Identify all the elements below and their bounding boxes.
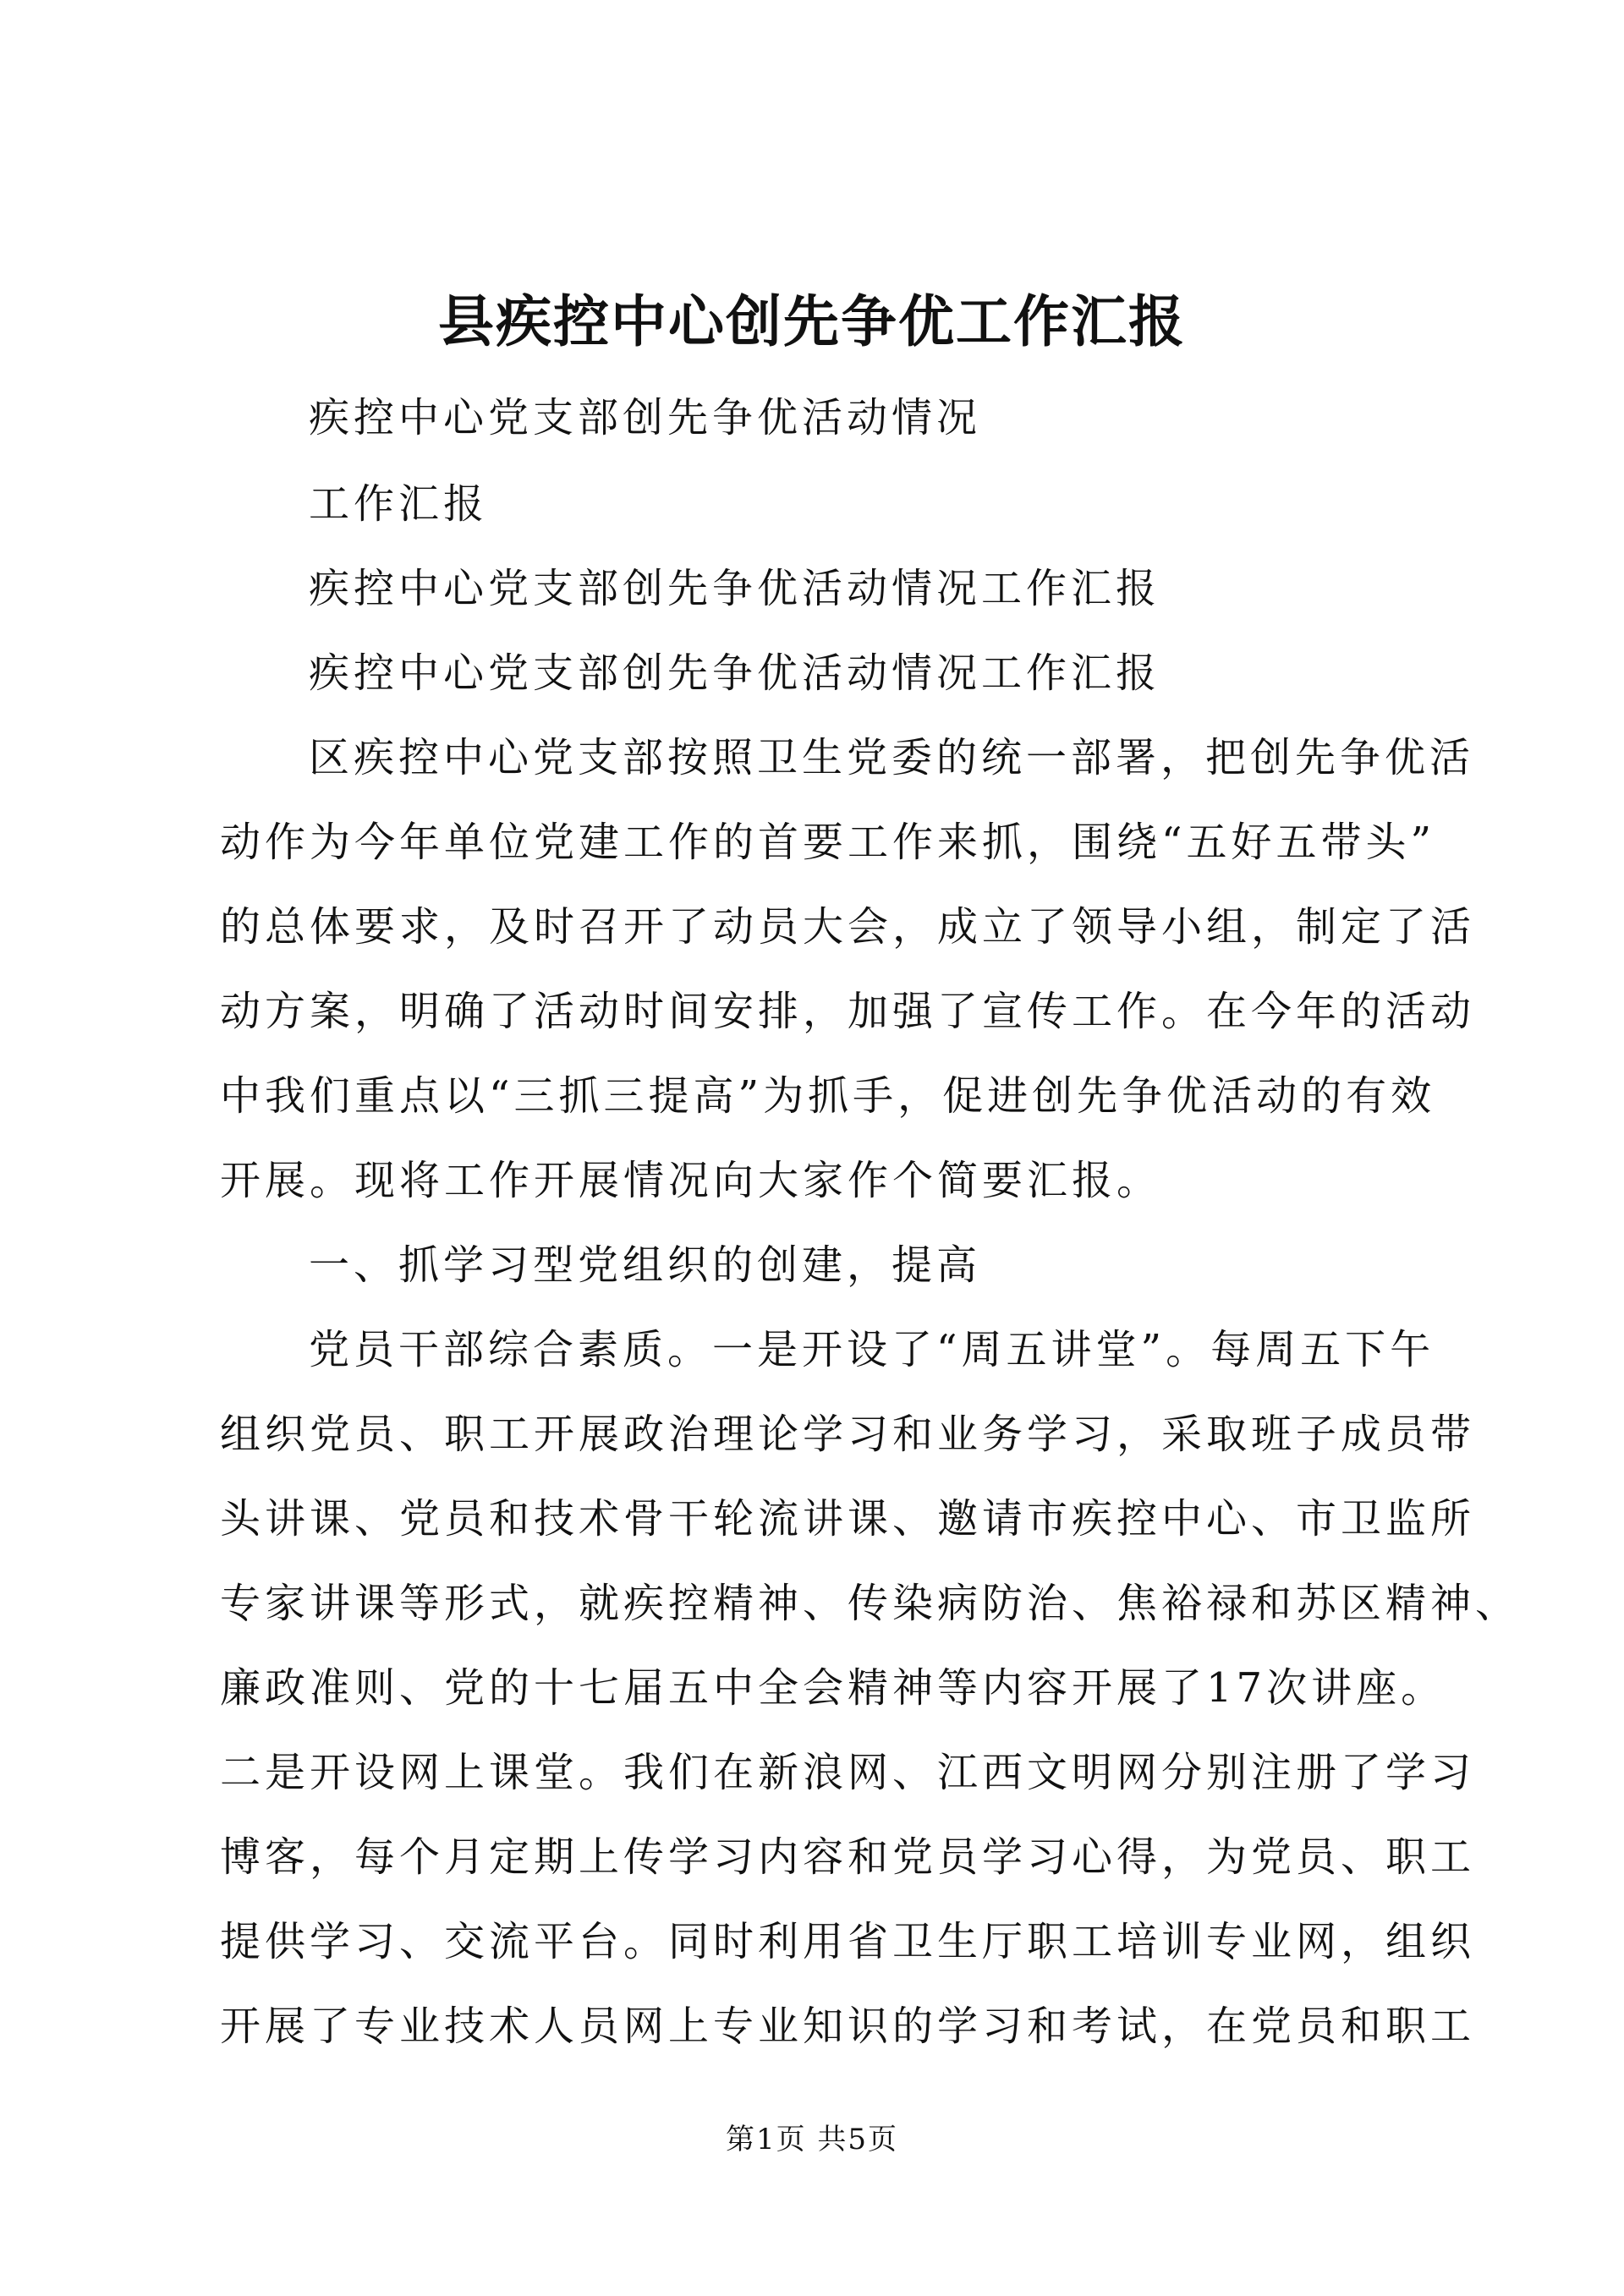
heading-line-1: 疾控中心党支部创先争优活动情况工作汇报 xyxy=(309,565,1161,612)
paragraph-line: 专家讲课等形式，就疾控精神、传染病防治、焦裕禄和苏区精神、 xyxy=(220,1580,1521,1627)
paragraph-line: 组织党员、职工开展政治理论学习和业务学习，采取班子成员带 xyxy=(220,1411,1476,1458)
paragraph-line: 廉政准则、党的十七届五中全会精神等内容开展了17次讲座。 xyxy=(220,1664,1446,1712)
heading-line-2: 疾控中心党支部创先争优活动情况工作汇报 xyxy=(309,649,1161,697)
paragraph-line: 博客，每个月定期上传学习内容和党员学习心得，为党员、职工 xyxy=(220,1833,1476,1881)
paragraph-line: 二是开设网上课堂。我们在新浪网、江西文明网分别注册了学习 xyxy=(220,1749,1476,1796)
subtitle-line-1: 疾控中心党支部创先争优活动情况 xyxy=(309,394,982,441)
paragraph-line: 中我们重点以“三抓三提高”为抓手，促进创先争优活动的有效 xyxy=(220,1072,1436,1120)
paragraph-line: 开展。现将工作开展情况向大家作个简要汇报。 xyxy=(220,1157,1162,1204)
section-heading-1: 一、抓学习型党组织的创建，提高 xyxy=(309,1241,982,1289)
paragraph-line: 开展了专业技术人员网上专业知识的学习和考试，在党员和职工 xyxy=(220,2003,1476,2050)
document-title: 县疾控中心创先争优工作汇报 xyxy=(438,288,1186,354)
subtitle-line-2: 工作汇报 xyxy=(309,480,489,528)
paragraph-line: 动方案，明确了活动时间安排，加强了宣传工作。在今年的活动 xyxy=(220,988,1476,1035)
paragraph-line: 党员干部综合素质。一是开设了“周五讲堂”。每周五下午 xyxy=(309,1326,1435,1373)
paragraph-line: 头讲课、党员和技术骨干轮流讲课、邀请市疾控中心、市卫监所 xyxy=(220,1495,1476,1543)
paragraph-line: 的总体要求，及时召开了动员大会，成立了领导小组，制定了活 xyxy=(220,903,1476,951)
page-number-footer: 第1页 共5页 xyxy=(725,2123,899,2156)
paragraph-line: 动作为今年单位党建工作的首要工作来抓，围绕“五好五带头” xyxy=(220,819,1436,866)
paragraph-line: 提供学习、交流平台。同时利用省卫生厅职工培训专业网，组织 xyxy=(220,1918,1476,1965)
paragraph-line: 区疾控中心党支部按照卫生党委的统一部署，把创先争优活 xyxy=(309,734,1475,781)
